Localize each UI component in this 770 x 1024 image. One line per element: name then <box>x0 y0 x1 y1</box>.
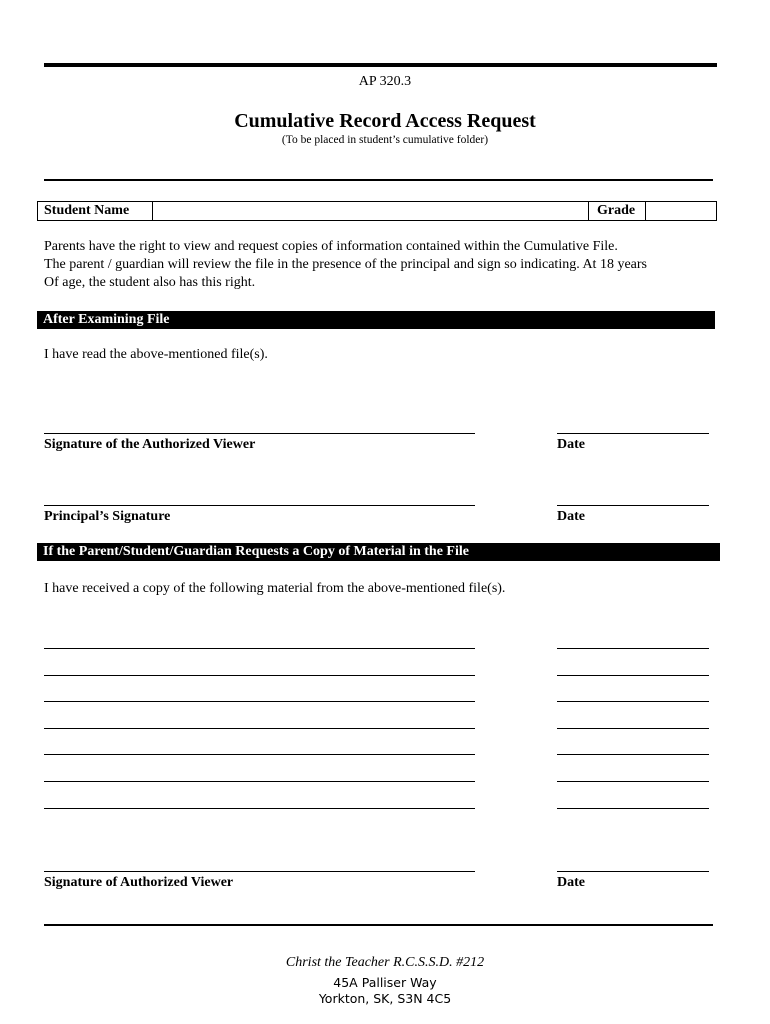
received-statement: I have received a copy of the following material from the above-mentioned file(s). <box>44 581 506 596</box>
material-date-line[interactable] <box>557 701 709 702</box>
authorized-viewer-date-line[interactable] <box>557 871 709 872</box>
section-heading-copy-request: If the Parent/Student/Guardian Requests a Copy of Material in the File <box>37 543 720 561</box>
material-line[interactable] <box>44 648 475 649</box>
section-heading-after-examining: After Examining File <box>37 311 715 329</box>
form-title: Cumulative Record Access Request <box>234 110 536 132</box>
intro-line: Parents have the right to view and request copies of information contained within the Cumulative File. <box>44 239 618 254</box>
principal-signature-label: Principal’s Signature <box>44 509 171 524</box>
authorized-viewer-signature-line[interactable] <box>44 871 475 872</box>
footer-rule <box>44 924 713 926</box>
material-date-line[interactable] <box>557 781 709 782</box>
material-line[interactable] <box>44 675 475 676</box>
address-line-2: Yorkton, SK, S3N 4C5 <box>318 991 452 1006</box>
grade-field[interactable] <box>646 202 716 220</box>
material-date-line[interactable] <box>557 808 709 809</box>
student-name-label: Student Name <box>38 202 153 220</box>
viewer-date-label: Date <box>557 437 585 452</box>
material-line[interactable] <box>44 728 475 729</box>
read-statement: I have read the above-mentioned file(s). <box>44 347 268 362</box>
material-date-line[interactable] <box>557 675 709 676</box>
viewer-signature-label: Signature of the Authorized Viewer <box>44 437 256 452</box>
policy-code: AP 320.3 <box>358 74 412 89</box>
grade-label: Grade <box>589 202 646 220</box>
material-line[interactable] <box>44 808 475 809</box>
top-rule <box>44 63 717 67</box>
principal-date-label: Date <box>557 509 585 524</box>
authorized-viewer-signature-label: Signature of Authorized Viewer <box>44 875 234 890</box>
material-line[interactable] <box>44 754 475 755</box>
material-line[interactable] <box>44 701 475 702</box>
material-date-line[interactable] <box>557 648 709 649</box>
header-rule <box>44 179 713 181</box>
student-name-field[interactable] <box>153 202 589 220</box>
address-line-1: 45A Palliser Way <box>333 975 437 990</box>
student-info-row <box>37 201 717 221</box>
authorized-viewer-date-label: Date <box>557 875 585 890</box>
viewer-signature-line[interactable] <box>44 433 475 434</box>
viewer-date-line[interactable] <box>557 433 709 434</box>
principal-signature-line[interactable] <box>44 505 475 506</box>
material-line[interactable] <box>44 781 475 782</box>
principal-date-line[interactable] <box>557 505 709 506</box>
intro-line: The parent / guardian will review the file in the presence of the principal and sign so indicating. At 18 years <box>44 257 647 272</box>
school-name: Christ the Teacher R.C.S.S.D. #212 <box>285 955 485 970</box>
material-date-line[interactable] <box>557 728 709 729</box>
form-subtitle: (To be placed in student’s cumulative folder) <box>281 134 489 146</box>
intro-line: Of age, the student also has this right. <box>44 275 256 290</box>
material-date-line[interactable] <box>557 754 709 755</box>
intro-paragraph <box>44 238 724 292</box>
